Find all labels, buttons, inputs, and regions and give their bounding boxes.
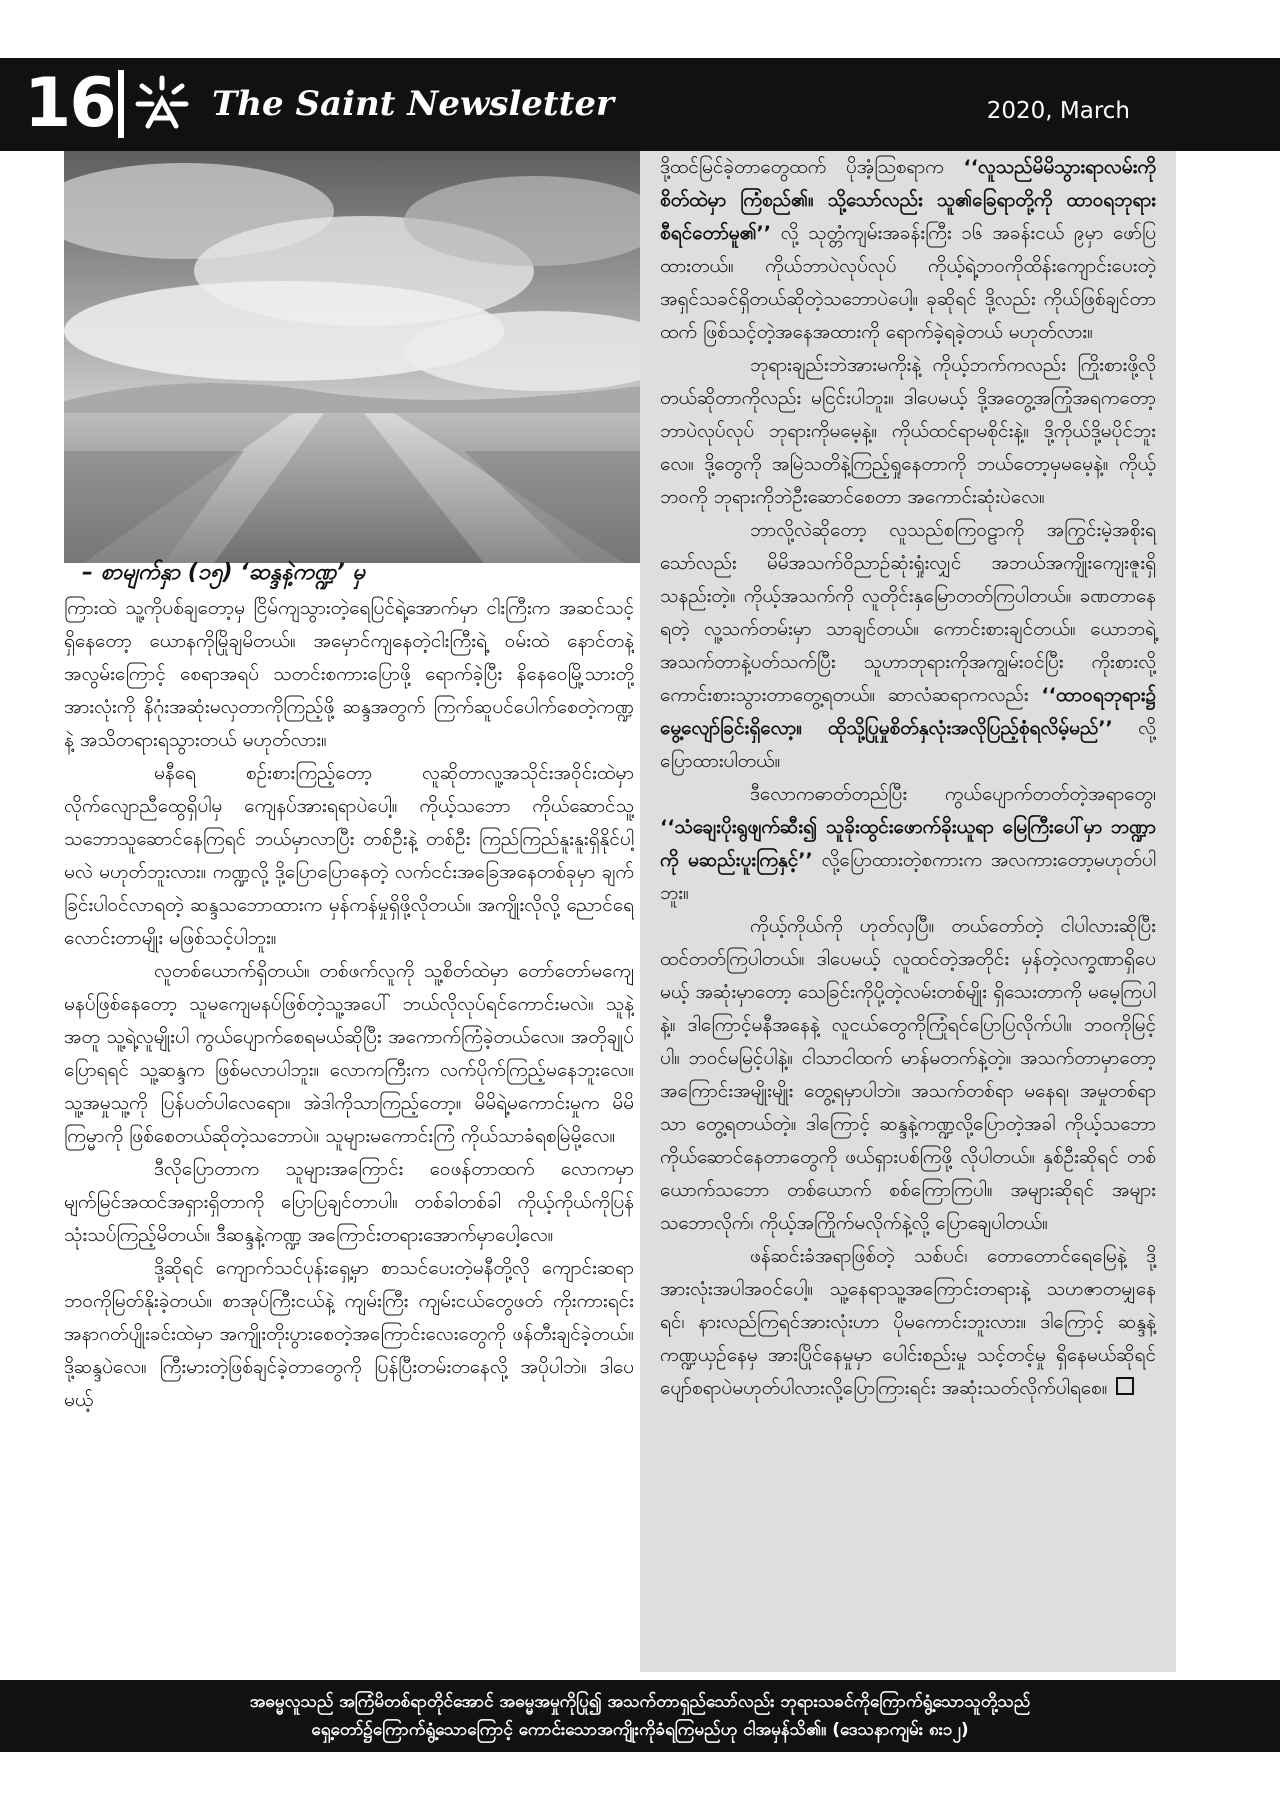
paragraph-text: ဒီလောကဓာတ်တည်ပြီး ကွယ်ပျောက်တတ်တဲ့အရာတွေ၊ (750, 783, 1156, 805)
paragraph-text: လို့ပြောထားတဲ့စကားက အလကားတော့မဟုတ်ပါဘူး။ (660, 849, 1156, 904)
photo-caption: – စာမျက်နှာ (၁၅) ‘ဆန္ဒနဲ့ကဏ္ဍ’ မှ (82, 560, 365, 585)
header-bar (0, 58, 1280, 151)
left-paragraph: မနီရေ စဉ်းစားကြည့်တော့ လူဆိုတာလူ့အသိုင်းအဝိုင်းထဲမှာ လိုက်လျောညီထွေရှိပါမှ ကျေနပ်အားရရာပဲပေါ့။ ကိုယ့်သဘော ကိုယ်ဆောင်သူ့သဘောသူဆောင်နေကြရင် ဘယ်မှာလာပြီး တစ်ဦးနဲ့ တစ်ဦး ကြည်ကြည်နူးနူးရှိနိုင်ပါ့မလဲ မဟုတ်ဘူးလား။ ကဏ္ဍလို့ ဒို့ပြောပြောနေတဲ့ လက်ငင်းအခြေအနေတစ်ခုမှာ ချက်ခြင်းပါဝင်လာရတဲ့ ဆန္ဒသဘောထားက မှန်ကန်မှုရှိဖို့လိုတယ်။ အကျိုးလိုလို့ ညောင်ရေလောင်းတာမျိုး မဖြစ်သင့်ပါဘူး။ (64, 762, 634, 949)
left-paragraph: လူတစ်ယောက်ရှိတယ်။ တစ်ဖက်လူကို သူ့စိတ်ထဲမှာ တော်တော်မကျေမနပ်ဖြစ်နေတော့ သူမကျေမနပ်ဖြစ်တဲ့သူ့အပေါ် ဘယ်လိုလုပ်ရင်ကောင်းမလဲ။ သူနဲ့အတူ သူ့ရဲ့လူမျိုးပါ ကွယ်ပျောက်စေရမယ်ဆိုပြီး အကောက်ကြံခဲ့တယ်လေ။ အတိုချုပ်ပြောရရင် သူ့ဆန္ဒက ဖြစ်မလာပါဘူး။ လောကကြီးက လက်ပိုက်ကြည့်မနေဘူးလေ။ သူ့အမှုသူ့ကို ပြန်ပတ်ပါလေရော။ အဲဒါကိုသာကြည့်တော့။ မိမိရဲ့မကောင်းမှုက မိမိကြမ္မာကို ဖြစ်စေတယ်ဆိုတဲ့သဘောပဲ။ သူများမကောင်းကြံ ကိုယ်သာခံရစမြဲမို့လေ။ (64, 960, 634, 1147)
paragraph-text: ဖန်ဆင်းခံအရာဖြစ်တဲ့ သစ်ပင်၊ တောတောင်ရေမြေနဲ့ ဒို့အားလုံးအပါအဝင်ပေါ့။ သူ့နေရာသူ့အကြောင်းတရားနဲ့ သဟဇာတမျှနေရင်၊ နားလည်ကြရင်အားလုံးဟာ ပိုမကောင်းဘူးလား။ ဒါကြောင့် ဆန္ဒနဲ့ကဏ္ဍယှဉ်နေမှ အားပြိုင်နေမှုမှာ ပေါင်းစည်းမှု သင့်တင့်မှု ရှိနေမယ်ဆိုရင် ပျော်စရာပဲမဟုတ်ပါလားလို့ပြောကြားရင်း အဆုံးသတ်လိုက်ပါရစေ။ (660, 1245, 1156, 1399)
right-paragraph (660, 151, 1156, 349)
dove-cross-logo-icon (134, 74, 190, 132)
left-column (64, 592, 634, 1662)
page-number: 16 (24, 64, 115, 143)
newsletter-title: The Saint Newsletter (212, 84, 614, 124)
end-square-icon (1116, 1377, 1134, 1395)
paragraph-text: ကိုယ့်ကိုယ်ကို ဟုတ်လှပြီ။ တယ်တော်တဲ့ ငါပါလားဆိုပြီး ထင်တတ်ကြပါတယ်။ ဒါပေမယ့် လူထင်တဲ့အတိုင်း မှန်တဲ့လက္ခဏာရှိပေမယ့် အဆုံးမှာတော့ သေခြင်းကိုပို့တဲ့လမ်းတစ်မျိုး ရှိသေးတာကို မမေ့ကြပါနဲ့။ ဒါကြောင့်မနီအနေနဲ့ လူငယ်တွေကိုကြုံရင်ပြောပြလိုက်ပါ။ ဘဝကိုမြင့်ပါ။ ဘဝင်မမြင့်ပါနဲ့။ ငါသာငါထက် မာန်မတက်နဲ့တဲ့။ အသက်တာမှာတော့ အကြောင်းအမျိုးမျိုး တွေ့ရမှာပါဘဲ။ အသက်တစ်ရာ မနေရ၊ အမှုတစ်ရာသာ တွေ့ရတယ်တဲ့။ ဒါကြောင့် ဆန္ဒနဲ့ကဏ္ဍလို့ပြောတဲ့အခါ ကိုယ့်သဘောကိုယ်ဆောင်နေတာတွေကို ဖယ်ရှားပစ်ကြဖို့ လိုပါတယ်။ နှစ်ဦးဆိုရင် တစ်ယောက်သဘော တစ်ယောက် စစ်ကြောကြပါ။ အများဆိုရင် အများသဘောလိုက်၊ ကိုယ့်အကြိုက်မလိုက်နဲ့လို့ ပြောချေပါတယ်။ (660, 915, 1156, 1234)
right-paragraph (660, 349, 1156, 514)
header-divider (118, 70, 124, 138)
right-paragraph (660, 910, 1156, 1240)
footer-verse-line: အဓမ္မလူသည် အကြံမိတစ်ရာတိုင်အောင် အဓမ္မအမှုကိုပြု၍ အသက်တာရှည်သော်လည်း ဘုရားသခင်ကိုကြောက်ရွံ့သောသူတို့သည် (249, 1692, 1031, 1712)
paragraph-text: လို့ သုတ္တံကျမ်းအခန်းကြီး ၁၆ အခန်းငယ် ၉မှာ ဖော်ပြထားတယ်။ ကိုယ်ဘာပဲလုပ်လုပ် ကိုယ့်ရဲ့ဘဝကိုထိန်းကျောင်းပေးတဲ့ အရှင်သခင်ရှိတယ်ဆိုတဲ့သဘောပဲပေါ့။ ခုဆိုရင် ဒို့လည်း ကိုယ်ဖြစ်ချင်တာထက် ဖြစ်သင့်တဲ့အနေအထားကို ရောက်ခဲ့ရခဲ့တယ် မဟုတ်လား။ (660, 222, 1156, 343)
paragraph-text: ဘုရားချည်းဘဲအားမကိုးနဲ့ ကိုယ့်ဘက်ကလည်း ကြိုးစားဖို့လိုတယ်ဆိုတာကိုလည်း မငြင်းပါဘူး။ ဒါပေမယ့် ဒို့အတွေ့အကြုံအရကတော့ ဘာပဲလုပ်လုပ် ဘုရားကိုမမေ့နဲ့။ ကိုယ်ထင်ရာမစိုင်းနဲ့။ ဒို့ကိုယ်ဒို့မပိုင်ဘူးလေ။ ဒို့တွေကို အမြဲသတိနဲ့ကြည့်ရှုနေတာကို ဘယ်တော့မှမမေ့နဲ့။ ကိုယ့်ဘဝကို ဘုရားကိုဘဲဦးဆောင်စေတာ အကောင်းဆုံးပဲလေ။ (660, 354, 1156, 508)
footer-verse-line: ရှေ့တော်၌ကြောက်ရွံ့သောကြောင့် ကောင်းသောအကျိုးကိုခံရကြမည်ဟု ငါအမှန်သိ၏။ (ဒေသနာကျမ်း ၈း၁၂) (311, 1720, 969, 1740)
right-paragraph (660, 778, 1156, 910)
issue-date: 2020, March (986, 98, 1130, 124)
road-fork-photo (64, 151, 640, 563)
scripture-quote: ‘‘ထာဝရဘုရား၌ မွေ့လျော်ခြင်းရှိလော့။ ထိုသို့ပြုမှုစိတ်နှလုံးအလိုပြည့်စုံရလိမ့်မည်’’ (660, 684, 1156, 739)
right-paragraph (660, 1240, 1156, 1405)
paragraph-text: ဘာလို့လဲဆိုတော့ လူသည်စကြဝဠာကို အကြွင်းမဲ့အစိုးရ သော်လည်း မိမိအသက်ဝိညာဉ်ဆုံးရှုံးလျှင် အဘယ်အကျိုးကျေးဇူးရှိသနည်းတဲ့။ ကိုယ့်အသက်ကို လူတိုင်းနှမြောတတ်ကြပါတယ်။ ခဏတာနေရတဲ့ လူ့သက်တမ်းမှာ သာချင်တယ်။ ကောင်းစားချင်တယ်။ ယောဘရဲ့အသက်တာနဲ့ပတ်သက်ပြီး သူဟာဘုရားကိုအကျွမ်းဝင်ပြီး ကိုးစားလို့ကောင်းစားသွားတာတွေ့ရတယ်။ ဆာလံဆရာကလည်း (660, 519, 1156, 706)
right-column (640, 151, 1176, 1672)
right-paragraph (660, 514, 1156, 778)
left-paragraph: ဒီလိုပြောတာက သူများအကြောင်း ဝေဖန်တာထက် လောကမှာ မျက်မြင်အထင်အရှားရှိတာကို ပြောပြချင်တာပါ။ တစ်ခါတစ်ခါ ကိုယ့်ကိုယ်ကိုပြန်သုံးသပ်ကြည့်မိတယ်။ ဒီဆန္ဒနဲ့ကဏ္ဍ အကြောင်းတရားအောက်မှာပေါ့လေ။ (64, 1158, 634, 1246)
paragraph-text: လို့ ပြောထားပါတယ်။ (660, 717, 1156, 772)
scripture-quote: ‘‘သံချေးပိုးရွဖျက်ဆီး၍ သူခိုးထွင်းဖောက်ခိုးယူရာ မြေကြီးပေါ်မှာ ဘဏ္ဍာကို မဆည်းပူးကြနှင့်’’ (660, 816, 1156, 871)
paragraph-text: ဒို့ထင်မြင်ခဲ့တာတွေထက် ပိုအံ့သြစရာက (660, 156, 964, 178)
left-paragraph: ဒို့ဆိုရင် ကျောက်သင်ပုန်းရှေ့မှာ စာသင်ပေးတဲ့မနီတို့လို ကျောင်းဆရာဘဝကိုမြတ်နိုးခဲ့တယ်။ စာအုပ်ကြီးငယ်နဲ့ ကျမ်းကြီး ကျမ်းငယ်တွေဖတ် ကိုးကားရင်း အနာဂတ်ပျိုးခင်းထဲမှာ အကျိုးတိုးပွားစေတဲ့အကြောင်းလေးတွေကို ဖန်တီးချင်ခဲ့တယ်။ ဒို့ဆန္ဒပဲလေ။ ကြီးမားတဲ့ဖြစ်ချင်ခဲ့တာတွေကို ပြန်ပြီးတမ်းတနေလို့ အပိုပါဘဲ။ ဒါပေမယ့် (64, 1257, 634, 1411)
left-paragraph: ကြားထဲ သူ့ကိုပစ်ချတော့မှ ငြိမ်ကျသွားတဲ့ရေပြင်ရဲ့အောက်မှာ ငါးကြီးက အဆင်သင့်ရှိနေတော့ ယောနကိုမြိုချမိတယ်။ အမှောင်ကျနေတဲ့ငါးကြီးရဲ့ ဝမ်းထဲ နောင်တနဲ့အလွမ်းကြောင့် စေရာအရပ် သတင်းစကားပြောဖို့ ရောက်ခဲ့ပြီး နိနေဝေမြို့သားတို့အားလုံးကို နိဂုံးအဆုံးမလှတာကိုကြည့်ဖို့ ဆန္ဒအတွက် ကြက်ဆူပင်ပေါက်စေတဲ့ကဏ္ဍနဲ့ အသိတရားရသွားတယ် မဟုတ်လား။ (64, 597, 634, 751)
scripture-quote: ‘‘လူသည်မိမိသွားရာလမ်းကို စိတ်ထဲမှာ ကြံစည်၏။ သို့သော်လည်း သူ၏ခြေရာတို့ကို ထာဝရဘုရား စီရင်တော်မူ၏’’ (660, 156, 1156, 244)
footer-verse-bar (0, 1680, 1280, 1752)
